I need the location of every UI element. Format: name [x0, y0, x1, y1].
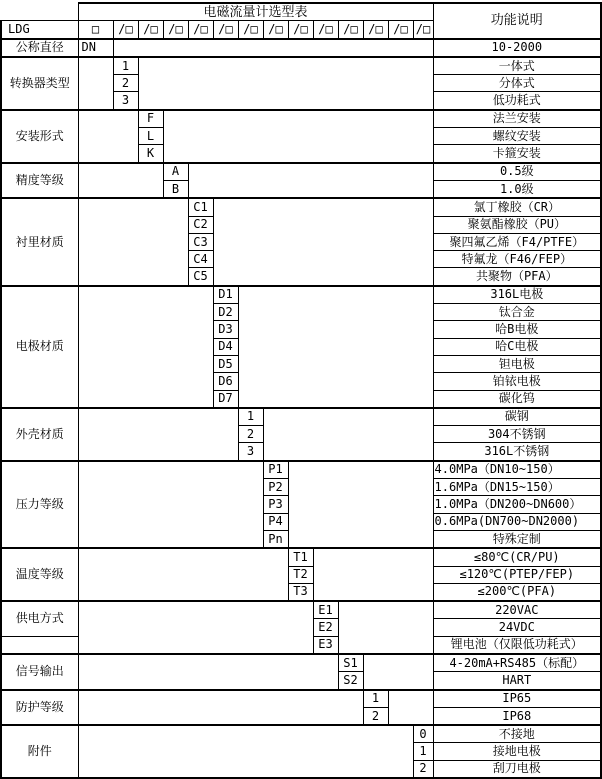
code-cell: DN — [78, 39, 113, 57]
code-cell: D1 — [213, 286, 238, 304]
desc-cell: 碳钢 — [433, 408, 601, 426]
code-cell: D3 — [213, 321, 238, 338]
desc-cell: 220VAC — [433, 601, 601, 619]
code-cell: P2 — [263, 479, 288, 496]
code-cell: S2 — [338, 672, 363, 690]
code-cell: S1 — [338, 654, 363, 672]
blank-cell — [213, 198, 433, 285]
blank-cell — [188, 163, 433, 199]
category-cell: 公称直径 — [1, 39, 78, 57]
code-cell: F — [138, 110, 163, 128]
blank-cell — [78, 690, 363, 726]
desc-cell: 哈C电极 — [433, 338, 601, 355]
blank-cell — [238, 286, 433, 408]
model-slot-cell: /□ — [263, 21, 288, 39]
model-slot-cell: /□ — [413, 21, 433, 39]
code-cell: 3 — [113, 92, 138, 110]
code-cell: B — [163, 180, 188, 198]
code-cell: L — [138, 128, 163, 145]
desc-cell: 法兰安装 — [433, 110, 601, 128]
desc-cell: 氯丁橡胶（CR） — [433, 198, 601, 216]
code-cell: 1 — [113, 57, 138, 75]
blank-cell — [138, 57, 433, 110]
model-slot-cell: /□ — [213, 21, 238, 39]
desc-cell: 特殊定制 — [433, 530, 601, 548]
model-slot-cell: /□ — [138, 21, 163, 39]
code-cell: E1 — [313, 601, 338, 619]
category-cell: 电极材质 — [1, 286, 78, 408]
code-cell: 2 — [413, 760, 433, 778]
blank-cell — [78, 654, 338, 690]
category-cell: 附件 — [1, 725, 78, 778]
desc-cell: 24VDC — [433, 619, 601, 636]
model-slot-cell: /□ — [388, 21, 413, 39]
blank-cell — [288, 461, 433, 548]
desc-cell: 1.0级 — [433, 180, 601, 198]
desc-cell: 316L电极 — [433, 286, 601, 304]
code-cell: C1 — [188, 198, 213, 216]
model-slot-cell: /□ — [163, 21, 188, 39]
desc-cell: ≤200℃(PFA) — [433, 583, 601, 601]
blank-cell — [388, 690, 433, 726]
code-cell: C2 — [188, 216, 213, 233]
blank-cell — [78, 408, 238, 461]
desc-cell: 304不锈钢 — [433, 426, 601, 443]
desc-cell: 铂铱电极 — [433, 373, 601, 390]
selection-table — [0, 2, 602, 779]
code-cell: C4 — [188, 251, 213, 268]
top-left-spacer — [1, 3, 78, 21]
desc-cell: 聚四氟乙烯（F4/PTFE） — [433, 233, 601, 250]
code-cell: E3 — [313, 636, 338, 654]
desc-cell: 刮刀电极 — [433, 760, 601, 778]
code-cell: 3 — [238, 443, 263, 461]
blank-cell — [113, 39, 433, 57]
code-cell: P3 — [263, 496, 288, 513]
code-cell: P4 — [263, 513, 288, 530]
desc-cell: 锂电池（仅限低功耗式） — [433, 636, 601, 654]
desc-cell: 4.0MPa（DN10~150） — [433, 461, 601, 479]
desc-cell: 1.6MPa（DN15~150） — [433, 479, 601, 496]
blank-cell — [78, 601, 313, 654]
category-cell: 精度等级 — [1, 163, 78, 199]
model-slot-cell: /□ — [113, 21, 138, 39]
code-cell: D5 — [213, 355, 238, 372]
model-slot-cell: /□ — [363, 21, 388, 39]
desc-cell: 一体式 — [433, 57, 601, 75]
code-cell: 2 — [113, 75, 138, 92]
desc-cell: 哈B电极 — [433, 321, 601, 338]
category-cell: 温度等级 — [1, 548, 78, 601]
category-cell: 外壳材质 — [1, 408, 78, 461]
desc-cell: 聚氨酯橡胶（PU） — [433, 216, 601, 233]
blank-cell — [313, 548, 433, 601]
code-cell: D4 — [213, 338, 238, 355]
blank-cell — [78, 110, 138, 163]
model-slot-cell: /□ — [188, 21, 213, 39]
desc-cell: 4-20mA+RS485（标配） — [433, 654, 601, 672]
desc-cell: 钛合金 — [433, 304, 601, 321]
desc-cell: IP68 — [433, 707, 601, 725]
blank-cell — [78, 548, 288, 601]
category-cell: 压力等级 — [1, 461, 78, 548]
code-cell: D6 — [213, 373, 238, 390]
code-cell: D2 — [213, 304, 238, 321]
desc-cell: 特氟龙（F46/FEP） — [433, 251, 601, 268]
desc-column-header: 功能说明 — [433, 3, 601, 39]
desc-cell: 10-2000 — [433, 39, 601, 57]
model-slot-cell: □ — [78, 21, 113, 39]
category-cell: 衬里材质 — [1, 198, 78, 285]
blank-cell — [163, 110, 433, 163]
code-cell: T3 — [288, 583, 313, 601]
code-cell: A — [163, 163, 188, 181]
code-cell: C3 — [188, 233, 213, 250]
code-cell: 1 — [413, 743, 433, 760]
desc-cell: IP65 — [433, 690, 601, 708]
category-cell: 安装形式 — [1, 110, 78, 163]
desc-cell: 碳化钨 — [433, 390, 601, 408]
blank-cell — [78, 725, 413, 778]
category-filler-cell — [1, 636, 78, 654]
desc-cell: HART — [433, 672, 601, 690]
desc-cell: 0.5级 — [433, 163, 601, 181]
code-cell: 1 — [363, 690, 388, 708]
code-cell: 0 — [413, 725, 433, 743]
category-cell: 信号输出 — [1, 654, 78, 690]
blank-cell — [78, 461, 263, 548]
code-cell: T1 — [288, 548, 313, 566]
desc-cell: 1.0MPa（DN200~DN600） — [433, 496, 601, 513]
category-cell: 供电方式 — [1, 601, 78, 636]
desc-cell: 0.6MPa(DN700~DN2000) — [433, 513, 601, 530]
code-cell: 1 — [238, 408, 263, 426]
category-cell: 防护等级 — [1, 690, 78, 726]
code-cell: E2 — [313, 619, 338, 636]
model-slot-cell: /□ — [238, 21, 263, 39]
desc-cell: 316L不锈钢 — [433, 443, 601, 461]
model-slot-cell: /□ — [288, 21, 313, 39]
desc-cell: 低功耗式 — [433, 92, 601, 110]
desc-cell: 卡箍安装 — [433, 145, 601, 163]
blank-cell — [78, 198, 188, 285]
code-cell: Pn — [263, 530, 288, 548]
desc-cell: 不接地 — [433, 725, 601, 743]
code-cell: D7 — [213, 390, 238, 408]
blank-cell — [363, 654, 433, 690]
desc-cell: 螺纹安装 — [433, 128, 601, 145]
blank-cell — [263, 408, 433, 461]
code-cell: P1 — [263, 461, 288, 479]
model-slot-cell: /□ — [313, 21, 338, 39]
code-cell: K — [138, 145, 163, 163]
desc-cell: ≤120℃(PTEP/FEP) — [433, 566, 601, 583]
blank-cell — [78, 57, 113, 110]
blank-cell — [78, 286, 213, 408]
code-cell: T2 — [288, 566, 313, 583]
model-slot-cell: /□ — [338, 21, 363, 39]
category-cell: 转换器类型 — [1, 57, 78, 110]
code-cell: C5 — [188, 268, 213, 286]
blank-cell — [78, 163, 163, 199]
code-cell: 2 — [238, 426, 263, 443]
desc-cell: 钽电极 — [433, 355, 601, 372]
desc-cell: ≤80℃(CR/PU) — [433, 548, 601, 566]
desc-cell: 接地电极 — [433, 743, 601, 760]
desc-cell: 分体式 — [433, 75, 601, 92]
model-prefix-cell: LDG — [1, 21, 78, 39]
code-cell: 2 — [363, 707, 388, 725]
blank-cell — [338, 601, 433, 654]
table-title: 电磁流量计选型表 — [78, 3, 433, 21]
desc-cell: 共聚物（PFA） — [433, 268, 601, 286]
